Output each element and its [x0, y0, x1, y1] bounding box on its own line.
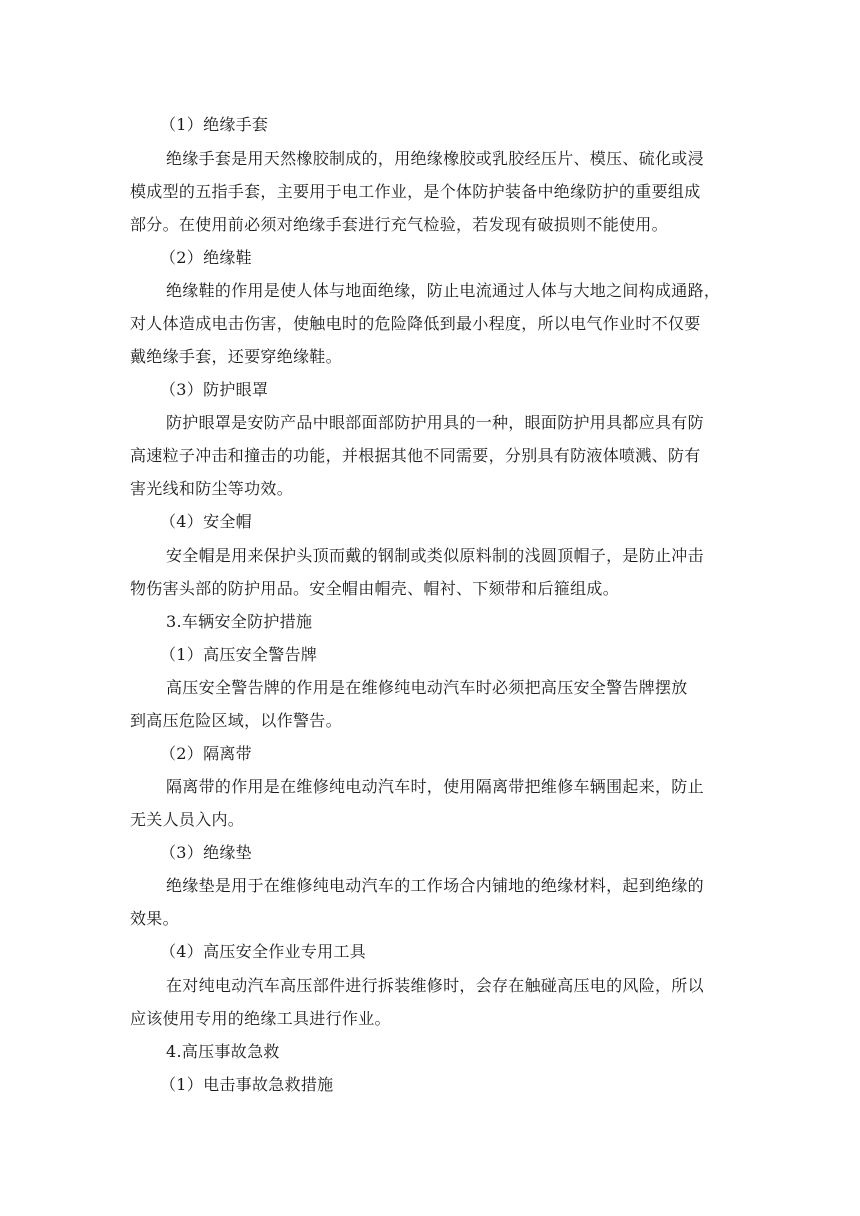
paragraph-line: 安全帽是用来保护头顶而戴的钢制或类似原料制的浅圆顶帽子，是防止冲击 [166, 546, 704, 565]
paragraph-line: 隔离带的作用是在维修纯电动汽车时，使用隔离带把维修车辆围起来，防止 [166, 777, 704, 796]
subheading-electric-shock-first-aid: （1）电击事故急救措施 [160, 1075, 334, 1094]
subheading-goggles: （3）防护眼罩 [160, 380, 269, 399]
paragraph-line: 绝缘垫是用于在维修纯电动汽车的工作场合内铺地的绝缘材料，起到绝缘的 [166, 876, 704, 895]
subheading-insulating-mat: （3）绝缘垫 [160, 843, 252, 862]
subheading-special-tools: （4）高压安全作业专用工具 [160, 942, 367, 961]
subheading-warning-sign: （1）高压安全警告牌 [160, 645, 318, 664]
paragraph-line: 高速粒子冲击和撞击的功能，并根据其他不同需要，分别具有防液体喷溅、防有 [130, 446, 701, 465]
paragraph-line: 部分。在使用前必须对绝缘手套进行充气检验，若发现有破损则不能使用。 [130, 215, 668, 234]
paragraph-line: 高压安全警告牌的作用是在维修纯电动汽车时必须把高压安全警告牌摆放 [166, 678, 688, 697]
paragraph-line: 物伤害头部的防护用品。安全帽由帽壳、帽衬、下颏带和后箍组成。 [130, 579, 620, 598]
paragraph-line: 在对纯电动汽车高压部件进行拆装维修时，会存在触碰高压电的风险，所以 [166, 976, 704, 995]
paragraph-line: 模成型的五指手套，主要用于电工作业，是个体防护装备中绝缘防护的重要组成 [130, 182, 701, 201]
subheading-safety-helmet: （4）安全帽 [160, 512, 252, 531]
paragraph-line: 防护眼罩是安防产品中眼部面部防护用具的一种，眼面防护用具都应具有防 [166, 413, 704, 432]
paragraph-line: 到高压危险区域，以作警告。 [130, 711, 342, 730]
paragraph-line: 效果。 [130, 909, 179, 928]
subheading-insulated-gloves: （1）绝缘手套 [160, 115, 269, 134]
subheading-insulated-shoes: （2）绝缘鞋 [160, 248, 252, 267]
paragraph-line: 绝缘手套是用天然橡胶制成的，用绝缘橡胶或乳胶经压片、模压、硫化或浸 [166, 149, 704, 168]
paragraph-line: 对人体造成电击伤害，使触电时的危险降低到最小程度，所以电气作业时不仅要 [130, 314, 701, 333]
paragraph-line: 绝缘鞋的作用是使人体与地面绝缘，防止电流通过人体与大地之间构成通路， [166, 281, 721, 300]
paragraph-line: 应该使用专用的绝缘工具进行作业。 [130, 1009, 391, 1028]
paragraph-line: 戴绝缘手套，还要穿绝缘鞋。 [130, 347, 342, 366]
section-heading-first-aid: 4.高压事故急救 [166, 1042, 280, 1061]
subheading-isolation-belt: （2）隔离带 [160, 744, 252, 763]
paragraph-line: 无关人员入内。 [130, 810, 245, 829]
section-heading-vehicle-protection: 3.车辆安全防护措施 [166, 612, 313, 631]
paragraph-line: 害光线和防尘等功效。 [130, 479, 294, 498]
